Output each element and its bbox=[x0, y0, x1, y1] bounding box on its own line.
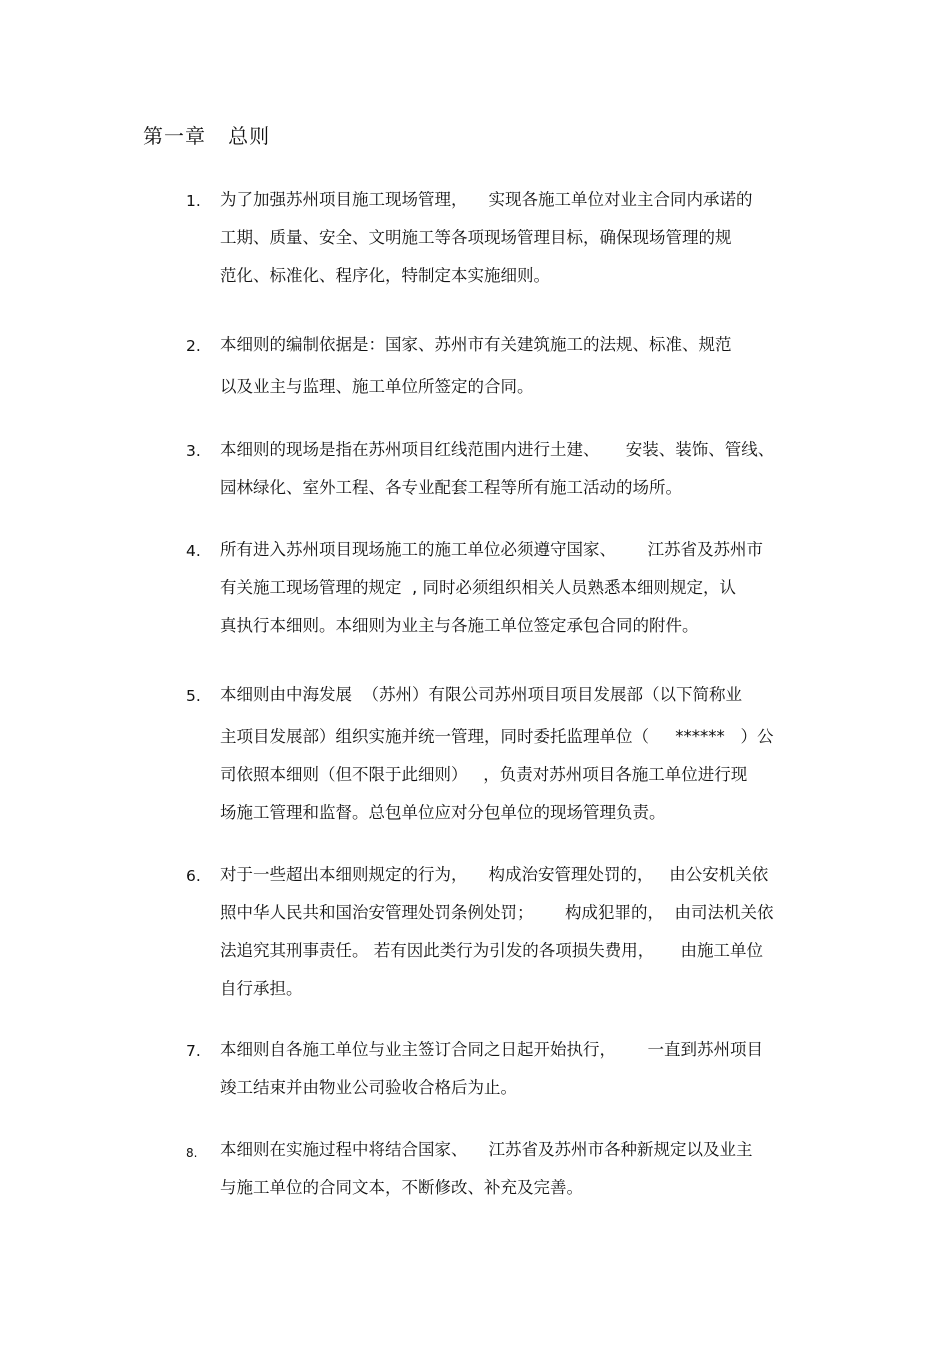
clause-line: 竣工结束并由物业公司验收合格后为止。 bbox=[220, 1078, 517, 1097]
clause-line: 有关施工现场管理的规定 , 同时必须组织相关人员熟悉本细则规定，认 bbox=[220, 578, 736, 597]
clause-line: 以及业主与监理、施工单位所签定的合同。 bbox=[220, 377, 534, 396]
clause-line: 园林绿化、室外工程、各专业配套工程等所有施工活动的场所。 bbox=[220, 478, 682, 497]
clause-line: 工期、质量、安全、文明施工等各项现场管理目标，确保现场管理的规 bbox=[220, 228, 732, 247]
clause-line: 本细则的编制依据是：国家、苏州市有关建筑施工的法规、标准、规范 bbox=[220, 335, 732, 354]
clause-number: 6. bbox=[186, 867, 201, 885]
clause-line: 本细则在实施过程中将结合国家、 江苏省及苏州市各种新规定以及业主 bbox=[220, 1140, 753, 1159]
clause-number: 7. bbox=[186, 1042, 201, 1060]
clause-number: 1. bbox=[186, 192, 201, 210]
clause-number: 4. bbox=[186, 542, 201, 560]
clause-number: 2. bbox=[186, 337, 201, 355]
clause-number: 3. bbox=[186, 442, 201, 460]
clause-line: 范化、标准化、程序化，特制定本实施细则。 bbox=[220, 266, 550, 285]
clause-line: 照中华人民共和国治安管理处罚条例处罚； 构成犯罪的， 由司法机关依 bbox=[220, 903, 774, 922]
clause-line: 司依照本细则（但不限于此细则） ，负责对苏州项目各施工单位进行现 bbox=[220, 765, 748, 784]
clause-line: 为了加强苏州项目施工现场管理， 实现各施工单位对业主合同内承诺的 bbox=[220, 190, 753, 209]
clause-number: 8. bbox=[186, 1146, 198, 1160]
clause-line: 本细则的现场是指在苏州项目红线范围内进行土建、 安装、装饰、管线、 bbox=[220, 440, 775, 459]
clause-line: 所有进入苏州项目现场施工的施工单位必须遵守国家、 江苏省及苏州市 bbox=[220, 540, 763, 559]
clause-line: 本细则由中海发展 （苏州）有限公司苏州项目项目发展部（以下简称业 bbox=[220, 685, 742, 704]
clause-line: 场施工管理和监督。总包单位应对分包单位的现场管理负责。 bbox=[220, 803, 666, 822]
clause-line: 真执行本细则。本细则为业主与各施工单位签定承包合同的附件。 bbox=[220, 616, 699, 635]
clause-line: 对于一些超出本细则规定的行为， 构成治安管理处罚的， 由公安机关依 bbox=[220, 865, 769, 884]
clause-number: 5. bbox=[186, 687, 201, 705]
clause-line: 自行承担。 bbox=[220, 979, 303, 998]
clause-line: 与施工单位的合同文本，不断修改、补充及完善。 bbox=[220, 1178, 583, 1197]
chapter-title: 第一章 总则 bbox=[143, 124, 271, 148]
clause-line: 主项目发展部）组织实施并统一管理，同时委托监理单位（ ****** ）公 bbox=[220, 727, 774, 746]
clause-line: 法追究其刑事责任。 若有因此类行为引发的各项损失费用， 由施工单位 bbox=[220, 941, 763, 960]
clause-line: 本细则自各施工单位与业主签订合同之日起开始执行， 一直到苏州项目 bbox=[220, 1040, 763, 1059]
